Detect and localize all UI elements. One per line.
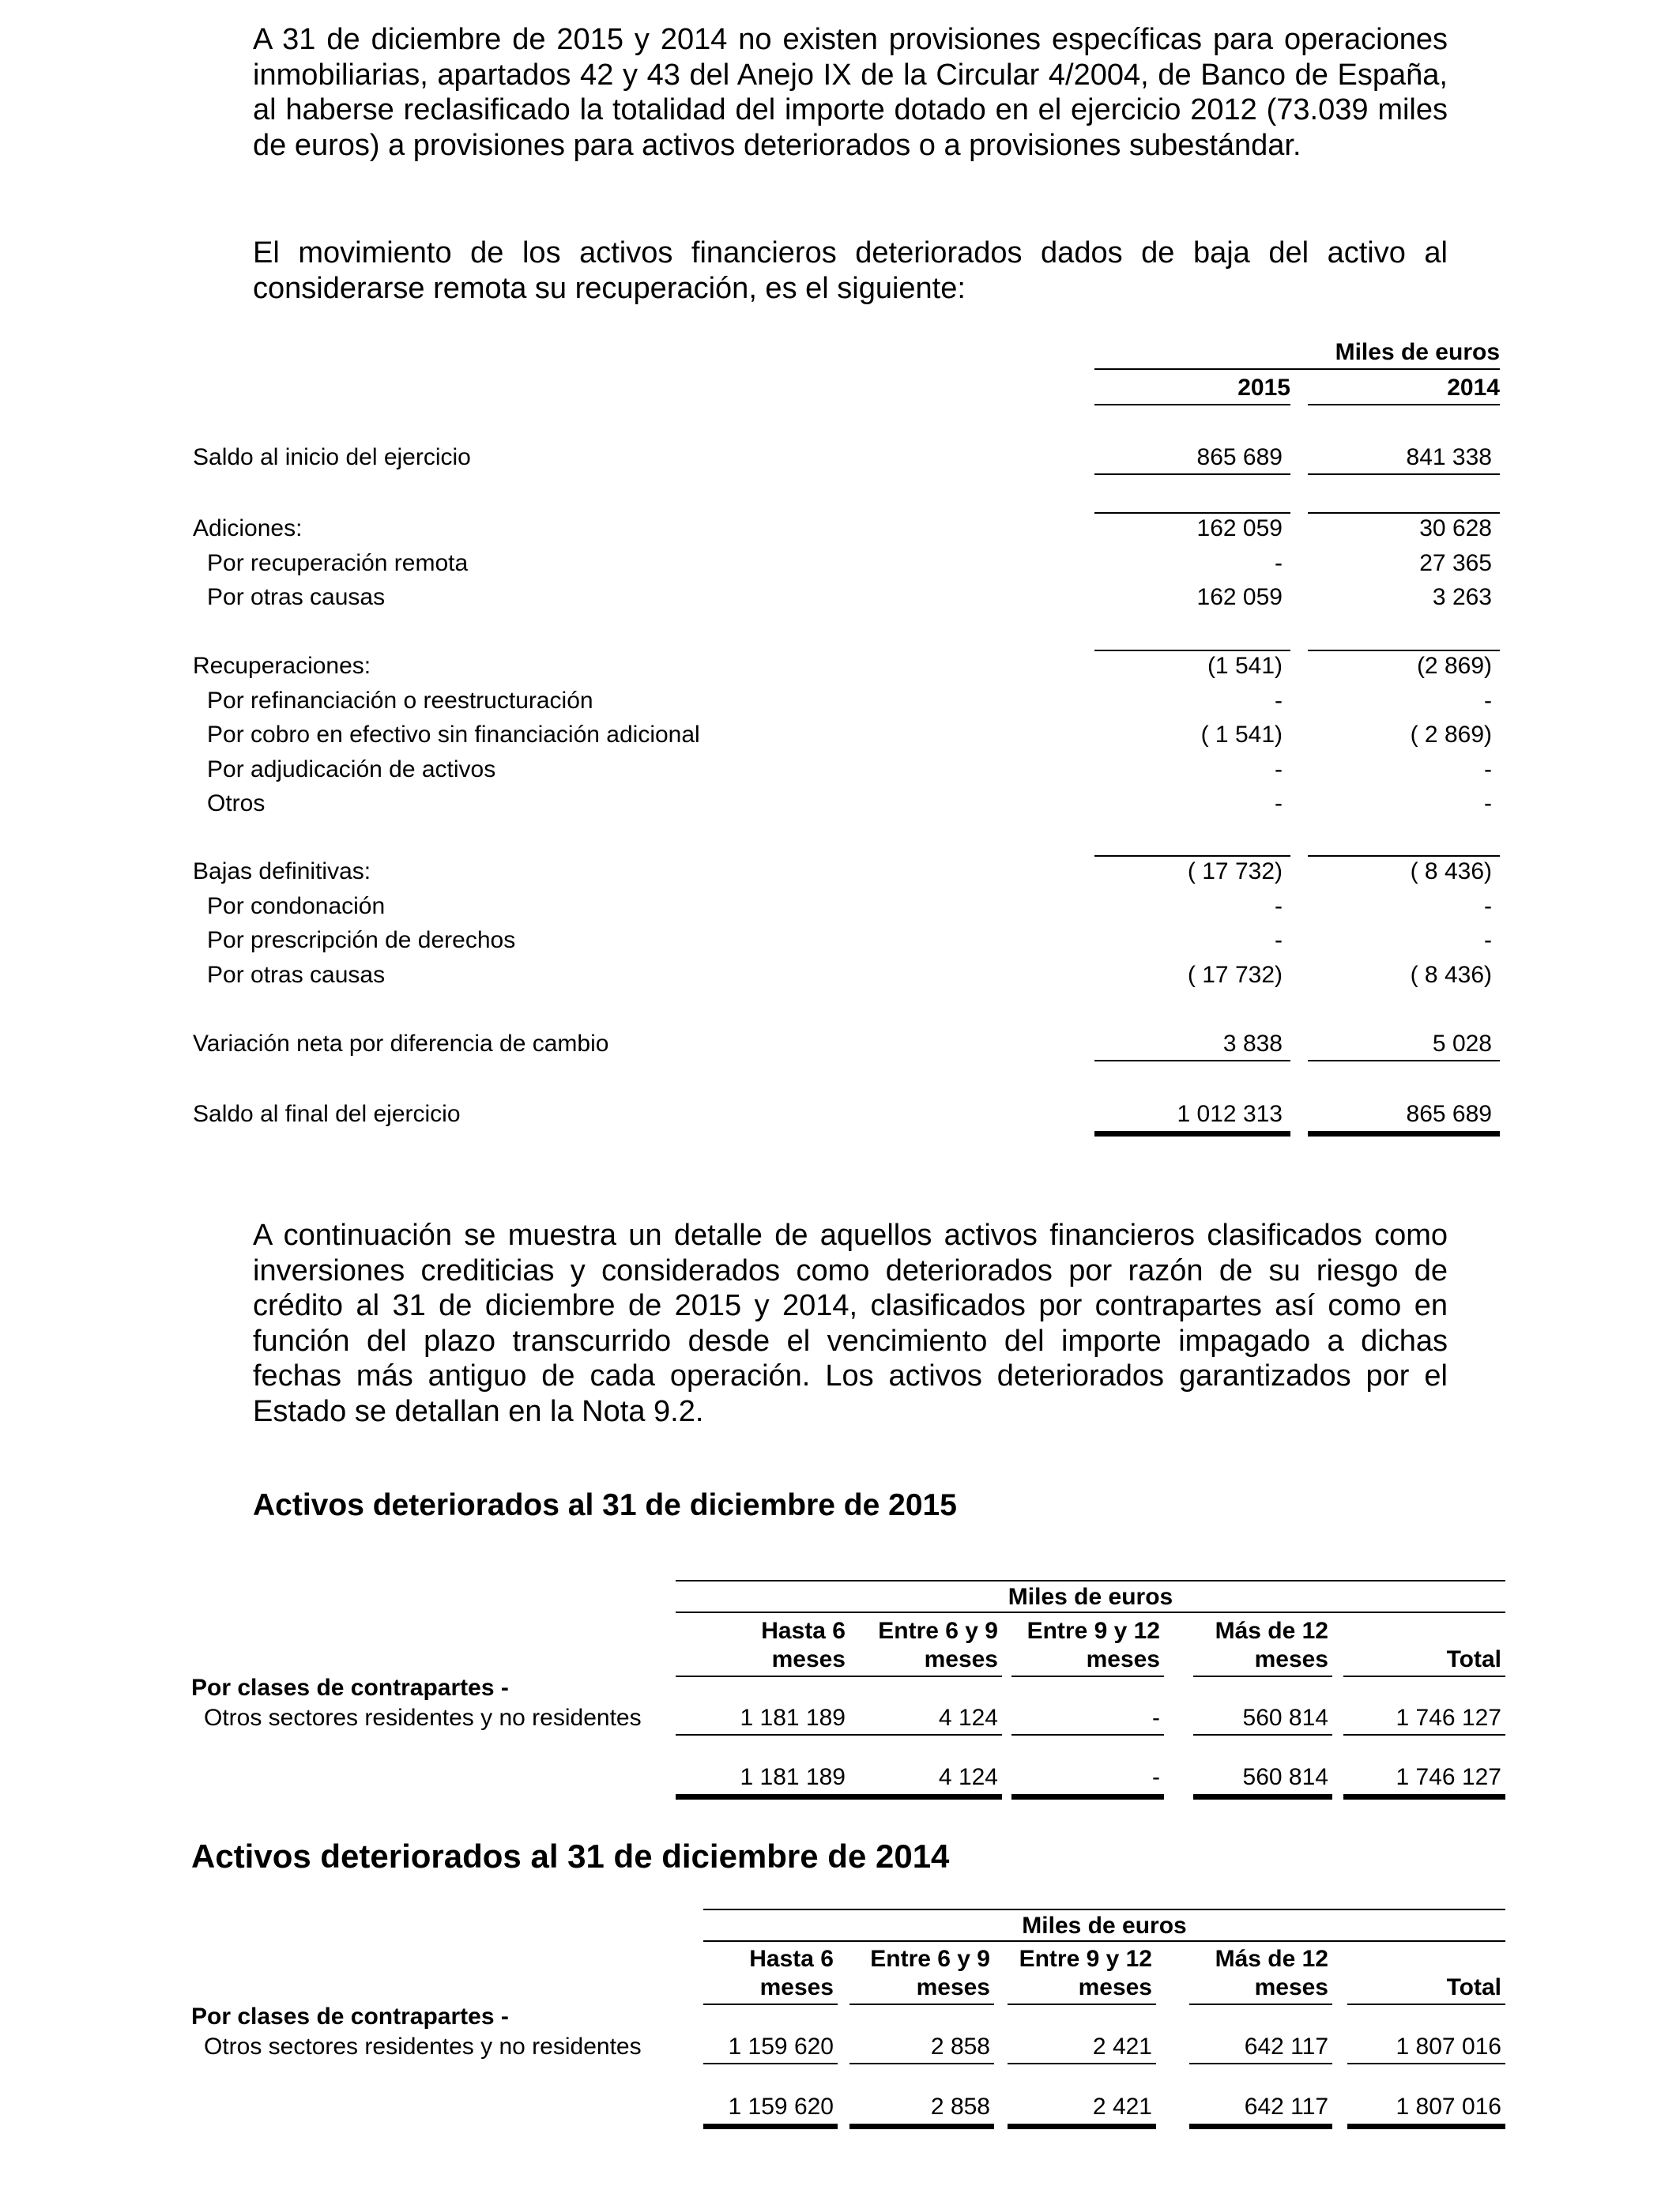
impaired_2015-unit-header: Miles de euros — [1008, 1584, 1173, 1610]
movement-row-label: Por condonación — [207, 893, 386, 919]
movement-row-value-2014: - — [1484, 790, 1492, 816]
impaired_2015-col-header-line1: Entre 9 y 12 — [1026, 1618, 1160, 1644]
impaired_2015-col-header-line1: Entre 6 y 9 — [878, 1618, 998, 1644]
paragraph-impaired-detail: A continuación se muestra un detalle de aquellos activos financieros clasificados como inversiones crediticias y considerados como deteriorados por razón de su riesgo de crédito al 31 de diciembre de 2015 y 2014, clasificados por contrapartes así como en función del plazo transcurrido desde el vencimiento del importe impagado a dichas fechas más antiguo de cada operación. Los activos deteriorados garantizados por el Estado se detallan en la Nota 9.2. — [253, 1219, 1448, 1428]
impaired_2014-col-header-line1: Entre 9 y 12 — [1019, 1946, 1152, 1972]
movement-row-value-2014: 865 689 — [1406, 1101, 1492, 1127]
impaired_2014-group-label: Por clases de contrapartes - — [191, 2004, 509, 2030]
impaired_2014-col-header-line1: Entre 6 y 9 — [870, 1946, 990, 1972]
impaired_2015-col-header-line2: meses — [1254, 1646, 1328, 1672]
movement-row-value-2015: - — [1275, 893, 1283, 919]
impaired_2014-col-header-line2: meses — [916, 1974, 990, 2000]
impaired_2015-col-header-line1: Más de 12 — [1215, 1618, 1328, 1644]
movement-row-label: Por otras causas — [207, 962, 386, 988]
impaired_2015-total-value: 560 814 — [1242, 1764, 1328, 1790]
impaired_2014-row-value: 2 421 — [1092, 2034, 1152, 2060]
movement-row-value-2014: ( 2 869) — [1410, 722, 1492, 748]
impaired_2015-row-value: 560 814 — [1242, 1705, 1328, 1731]
movement-row-value-2015: ( 1 541) — [1200, 722, 1283, 748]
movement-row-value-2015: 3 838 — [1222, 1031, 1283, 1057]
movement-row-value-2014: 5 028 — [1432, 1031, 1492, 1057]
impaired_2014-total-value: 2 421 — [1092, 2094, 1152, 2120]
impaired_2015-row-value: 4 124 — [938, 1705, 998, 1731]
impaired_2014-col-header-line1: Hasta 6 — [749, 1946, 834, 1972]
movement-row-value-2015: 1 012 313 — [1177, 1101, 1283, 1127]
movement-year-2015: 2015 — [1237, 375, 1290, 401]
impaired_2015-col-header-line2: Total — [1446, 1646, 1501, 1672]
movement-year-2014: 2014 — [1447, 375, 1500, 401]
movement-row-value-2015: ( 17 732) — [1187, 962, 1283, 988]
impaired_2014-total-value: 1 159 620 — [728, 2094, 834, 2120]
impaired_2014-col-header-line2: Total — [1446, 1974, 1501, 2000]
impaired-2014-title: Activos deteriorados al 31 de diciembre de 2014 — [191, 1838, 950, 1875]
movement-row-value-2015: - — [1275, 550, 1283, 576]
movement-row-value-2014: 841 338 — [1406, 444, 1492, 470]
impaired_2015-total-value: 1 746 127 — [1396, 1764, 1501, 1790]
impaired_2015-row-value: 1 181 189 — [740, 1705, 846, 1731]
impaired_2014-row-value: 1 807 016 — [1396, 2034, 1501, 2060]
impaired_2014-total-value: 642 117 — [1244, 2094, 1328, 2120]
impaired_2015-group-label: Por clases de contrapartes - — [191, 1675, 509, 1701]
impaired_2015-total-value: 4 124 — [938, 1764, 998, 1790]
movement-row-value-2015: - — [1275, 927, 1283, 953]
movement-row-label: Por recuperación remota — [207, 550, 469, 576]
paragraph-movement-intro: El movimiento de los activos financieros deteriorados dados de baja del activo al considerarse remota su recuperación, es el siguiente: — [253, 236, 1448, 305]
movement-row-value-2014: 27 365 — [1419, 550, 1492, 576]
impaired_2015-row-value: 1 746 127 — [1396, 1705, 1501, 1731]
impaired_2014-col-header-line1: Más de 12 — [1215, 1946, 1328, 1972]
impaired_2015-row-value: - — [1152, 1705, 1160, 1731]
movement-row-label: Recuperaciones: — [193, 653, 371, 679]
movement-row-value-2014: - — [1484, 756, 1492, 782]
impaired_2014-total-value: 1 807 016 — [1396, 2094, 1501, 2120]
movement-row-value-2014: - — [1484, 893, 1492, 919]
movement-row-value-2014: ( 8 436) — [1410, 858, 1492, 884]
movement-row-label: Saldo al final del ejercicio — [193, 1101, 461, 1127]
impaired_2015-col-header-line2: meses — [924, 1646, 998, 1672]
movement-row-label: Variación neta por diferencia de cambio — [193, 1031, 609, 1057]
impaired_2015-col-header-line2: meses — [771, 1646, 846, 1672]
movement-unit-header: Miles de euros — [1335, 339, 1500, 365]
movement-row-value-2015: - — [1275, 790, 1283, 816]
movement-row-value-2015: (1 541) — [1207, 653, 1283, 679]
impaired_2014-row-value: 642 117 — [1244, 2034, 1328, 2060]
movement-row-value-2014: 3 263 — [1432, 584, 1492, 610]
movement-row-value-2015: 865 689 — [1196, 444, 1283, 470]
movement-row-value-2015: - — [1275, 756, 1283, 782]
impaired_2014-row-value: 1 159 620 — [728, 2034, 834, 2060]
movement-row-value-2014: ( 8 436) — [1410, 962, 1492, 988]
impaired_2014-col-header-line2: meses — [759, 1974, 834, 2000]
impaired_2014-row-value: 2 858 — [930, 2034, 990, 2060]
impaired_2014-col-header-line2: meses — [1254, 1974, 1328, 2000]
impaired_2015-row-label: Otros sectores residentes y no residentes — [204, 1705, 642, 1731]
paragraph-provisions: A 31 de diciembre de 2015 y 2014 no existen provisiones específicas para operaciones inmobiliarias, apartados 42 y 43 del Anejo IX de la Circular 4/2004, de Banco de España, al haberse reclasificado la totalidad del importe dotado en el ejercicio 2012 (73.039 miles de euros) a provisiones para activos deteriorados o a provisiones subestándar. — [253, 23, 1448, 162]
movement-row-label: Saldo al inicio del ejercicio — [193, 444, 471, 470]
movement-row-value-2015: ( 17 732) — [1187, 858, 1283, 884]
movement-row-label: Otros — [207, 790, 266, 816]
movement-row-label: Por otras causas — [207, 584, 386, 610]
impaired_2014-total-value: 2 858 — [930, 2094, 990, 2120]
impaired_2015-col-header-line2: meses — [1086, 1646, 1160, 1672]
movement-row-value-2014: - — [1484, 688, 1492, 714]
movement-row-label: Por cobro en efectivo sin financiación adicional — [207, 722, 700, 748]
movement-row-label: Adiciones: — [193, 515, 303, 541]
impaired_2015-col-header-line1: Hasta 6 — [761, 1618, 846, 1644]
movement-row-label: Por refinanciación o reestructuración — [207, 688, 593, 714]
movement-row-value-2014: 30 628 — [1419, 515, 1492, 541]
movement-row-value-2015: 162 059 — [1196, 584, 1283, 610]
impaired_2015-total-value: 1 181 189 — [740, 1764, 846, 1790]
movement-row-value-2015: - — [1275, 688, 1283, 714]
impaired_2014-row-label: Otros sectores residentes y no residentes — [204, 2034, 642, 2060]
movement-row-label: Bajas definitivas: — [193, 858, 371, 884]
impaired-2015-title: Activos deteriorados al 31 de diciembre de 2015 — [253, 1488, 957, 1522]
movement-row-value-2014: - — [1484, 927, 1492, 953]
impaired_2014-col-header-line2: meses — [1078, 1974, 1152, 2000]
impaired_2014-unit-header: Miles de euros — [1022, 1913, 1187, 1939]
movement-row-label: Por prescripción de derechos — [207, 927, 516, 953]
movement-row-label: Por adjudicación de activos — [207, 756, 496, 782]
impaired_2015-total-value: - — [1152, 1764, 1160, 1790]
movement-row-value-2014: (2 869) — [1416, 653, 1492, 679]
movement-row-value-2015: 162 059 — [1196, 515, 1283, 541]
